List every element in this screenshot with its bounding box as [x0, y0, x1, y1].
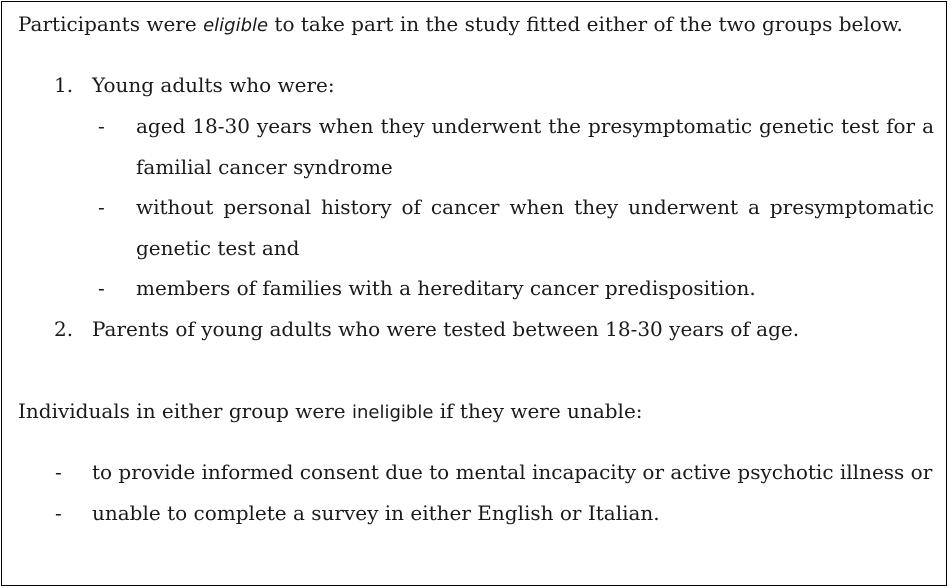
ineligible-intro-after: if they were unable: — [433, 399, 643, 423]
ineligible-item-1-text: to provide informed consent due to mental incapacity or active psychotic illness or — [92, 460, 933, 484]
ineligible-item-1-marker: - — [55, 460, 62, 484]
group-2-number: 2. — [54, 317, 74, 341]
criterion-2-line-1: without personal history of cancer when they underwent a presymptomatic — [136, 195, 934, 219]
criterion-1-marker: - — [98, 114, 105, 138]
group-2-label: Parents of young adults who were tested between 18-30 years of age. — [92, 317, 800, 341]
eligible-intro-before: Participants were — [18, 12, 204, 36]
ineligible-intro-before: Individuals in either group were — [18, 399, 352, 423]
ineligible-intro — [18, 399, 643, 425]
criterion-1-line-1: aged 18-30 years when they underwent the presymptomatic genetic test for a — [136, 114, 934, 138]
ineligible-keyword: ineligible — [352, 402, 434, 423]
ineligible-item-2-text: unable to complete a survey in either English or Italian. — [92, 501, 660, 525]
criterion-3-line-1: members of families with a hereditary cancer predisposition. — [136, 276, 756, 300]
eligible-intro-after: to take part in the study fitted either of the two groups below. — [268, 12, 903, 36]
group-1-label: Young adults who were: — [92, 73, 335, 97]
criterion-2-line-2: genetic test and — [136, 236, 300, 260]
group-1-number: 1. — [54, 73, 74, 97]
criterion-1-line-2: familial cancer syndrome — [136, 155, 393, 179]
criterion-2-marker: - — [98, 195, 105, 219]
ineligible-item-2-marker: - — [55, 501, 62, 525]
eligible-keyword: eligible — [203, 15, 269, 36]
criterion-3-marker: - — [98, 276, 105, 300]
eligibility-criteria-box — [1, 1, 947, 586]
eligible-intro — [18, 12, 903, 38]
